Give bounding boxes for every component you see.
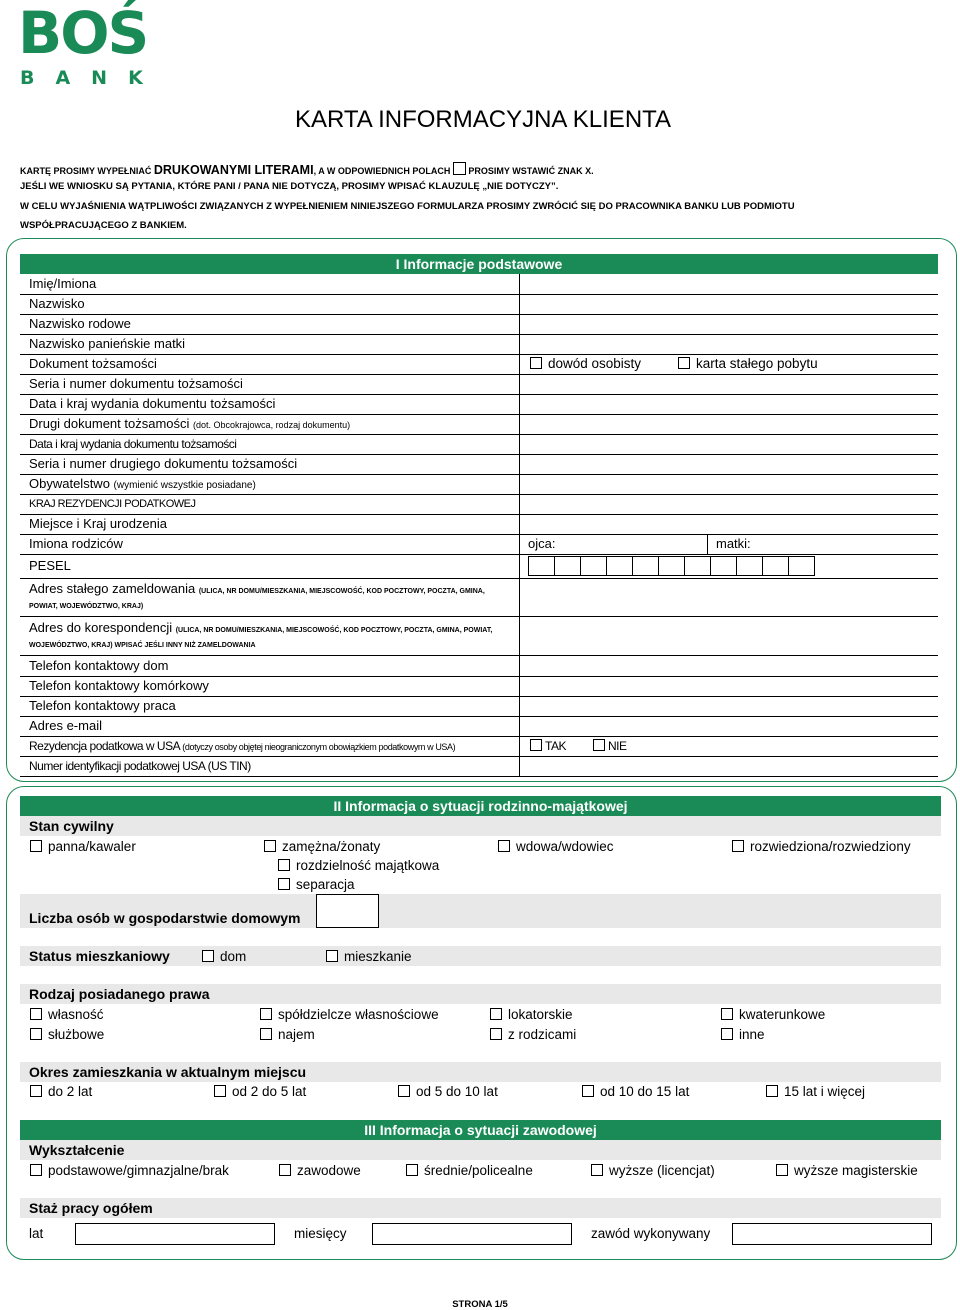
field-label: Telefon kontaktowy dom (29, 658, 169, 673)
field-adres-korespondencji[interactable] (20, 617, 938, 656)
option-najem[interactable] (260, 1027, 315, 1042)
field-data-kraj-2[interactable] (20, 434, 938, 455)
pesel-cell[interactable] (789, 556, 815, 576)
field-label-note: (wymienić wszystkie posiadane) (113, 480, 256, 491)
field-label: Data i kraj wydania dokumentu tożsamości (29, 396, 276, 411)
pesel-cell[interactable] (763, 556, 789, 576)
checkbox-tak[interactable] (530, 739, 542, 751)
wyk-band (20, 1140, 941, 1160)
option-inne[interactable] (721, 1027, 765, 1042)
checkbox-icon[interactable] (30, 1008, 42, 1020)
checkbox-icon[interactable] (498, 840, 510, 852)
stan-label: Stan cywilny (29, 818, 114, 834)
logo-subtext: BANK (20, 67, 164, 89)
option-mieszkanie[interactable] (326, 949, 412, 964)
option-5-10[interactable] (398, 1084, 498, 1099)
wyk-label: Wykształcenie (29, 1142, 125, 1158)
option-lokatorskie[interactable] (490, 1007, 573, 1022)
option-label: podstawowe/gimnazjalne/brak (48, 1163, 229, 1178)
field-label-main: Adres stałego zameldowania (29, 581, 196, 596)
option-podstawowe[interactable] (30, 1163, 229, 1178)
option-label: panna/kawaler (48, 839, 136, 854)
okres-label: Okres zamieszkania w aktualnym miejscu (29, 1064, 307, 1080)
option-label: własność (48, 1007, 104, 1022)
option-label: inne (739, 1027, 765, 1042)
checkbox-icon[interactable] (326, 950, 338, 962)
field-label: Seria i numer dokumentu tożsamości (29, 376, 243, 391)
option-tak[interactable] (530, 736, 566, 756)
checkbox-icon[interactable] (279, 1164, 291, 1176)
option-do-2[interactable] (30, 1084, 92, 1099)
pesel-cell[interactable] (659, 556, 685, 576)
option-label: lokatorskie (508, 1007, 573, 1022)
option-label: zamężna/żonaty (282, 839, 381, 854)
option-zawodowe[interactable] (279, 1163, 361, 1178)
instruction-line-4: WSPÓŁPRACUJĄCEGO Z BANKIEM. (20, 220, 187, 231)
option-2-5[interactable] (214, 1084, 306, 1099)
section-2-title: II Informacja o sytuacji rodzinno-majątkowej (20, 796, 941, 816)
checkbox-icon[interactable] (582, 1085, 594, 1097)
option-karta[interactable] (678, 354, 818, 374)
option-rozwiedziona[interactable] (732, 839, 911, 854)
section-1-title: I Informacje podstawowe (20, 254, 938, 274)
pesel-cell[interactable] (529, 556, 555, 576)
field-label (29, 474, 256, 496)
option-dom[interactable] (202, 949, 246, 964)
miesiecy-label: miesięcy (294, 1226, 347, 1241)
pesel-input[interactable] (528, 556, 815, 576)
checkbox-icon[interactable] (260, 1008, 272, 1020)
checkbox-icon[interactable] (776, 1164, 788, 1176)
field-label: Seria i numer drugiego dokumentu tożsamości (29, 456, 298, 471)
option-label: karta stałego pobytu (696, 356, 818, 371)
section-3-title: III Informacja o sytuacji zawodowej (20, 1120, 941, 1140)
lat-input[interactable] (75, 1223, 275, 1245)
checkbox-icon[interactable] (406, 1164, 418, 1176)
instruction-text: , A W ODPOWIEDNICH POLACH (313, 166, 453, 176)
option-srednie[interactable] (406, 1163, 533, 1178)
checkbox-icon[interactable] (721, 1028, 733, 1040)
checkbox-icon[interactable] (398, 1085, 410, 1097)
field-rezydencja-usa (20, 736, 938, 757)
instruction-line-1 (20, 162, 594, 177)
option-label: z rodzicami (508, 1027, 577, 1042)
field-label-main: Obywatelstwo (29, 476, 110, 491)
field-label: Imię/Imiona (29, 276, 97, 291)
status-label: Status mieszkaniowy (29, 948, 170, 964)
field-nazwisko-rodowe[interactable] (20, 314, 938, 335)
option-label: służbowe (48, 1027, 105, 1042)
staz-label: Staż pracy ogółem (29, 1200, 153, 1216)
checkbox-icon[interactable] (278, 878, 290, 890)
pesel-cell[interactable] (685, 556, 711, 576)
field-us-tin[interactable] (20, 756, 938, 777)
field-label: KRAJ REZYDENCJI PODATKOWEJ (29, 498, 196, 510)
pesel-cell[interactable] (555, 556, 581, 576)
checkbox-karta[interactable] (678, 357, 690, 369)
field-dokument (20, 354, 938, 375)
option-label: rozdzielność majątkowa (296, 858, 440, 873)
checkbox-dowod[interactable] (530, 357, 542, 369)
zawod-label: zawód wykonywany (591, 1226, 711, 1241)
checkbox-icon[interactable] (30, 1085, 42, 1097)
logo-text: BOŚ (18, 0, 148, 67)
field-label: Imiona rodziców (29, 536, 123, 551)
field-label: Numer identyfikacji podatkowej USA (US TIN) (29, 759, 251, 773)
checkbox-icon[interactable] (591, 1164, 603, 1176)
divider (707, 534, 708, 554)
option-wlasnosc[interactable] (30, 1007, 104, 1022)
prawo-label: Rodzaj posiadanego prawa (29, 986, 210, 1002)
instruction-text: PROSIMY WSTAWIĆ ZNAK X. (465, 166, 594, 176)
option-label: średnie/policealne (424, 1163, 533, 1178)
liczba-input[interactable] (316, 894, 379, 928)
field-obywatelstwo[interactable] (20, 474, 938, 495)
option-zamezna[interactable] (264, 839, 380, 854)
checkbox-icon[interactable] (732, 840, 744, 852)
field-telefon-dom[interactable] (20, 656, 938, 677)
liczba-label: Liczba osób w gospodarstwie domowym (29, 910, 301, 926)
option-15-plus[interactable] (766, 1084, 865, 1099)
option-label: do 2 lat (48, 1084, 93, 1099)
checkbox-icon[interactable] (278, 859, 290, 871)
option-nie[interactable] (593, 736, 627, 756)
option-sluzbowe[interactable] (30, 1027, 104, 1042)
stan-band (20, 816, 941, 836)
pesel-cell[interactable] (633, 556, 659, 576)
field-label: Nazwisko panieńskie matki (29, 336, 186, 351)
option-label: wyższe (licencjat) (609, 1163, 715, 1178)
field-label-main: Adres do korespondencji (29, 620, 173, 635)
field-email[interactable] (20, 716, 938, 737)
option-licencjat[interactable] (591, 1163, 715, 1178)
field-label: Telefon kontaktowy praca (29, 698, 176, 713)
option-label: rozwiedziona/rozwiedziony (750, 839, 911, 854)
option-wdowa[interactable] (498, 839, 614, 854)
checkbox-icon[interactable] (30, 840, 42, 852)
field-label-main: Drugi dokument tożsamości (29, 416, 190, 431)
field-label (29, 736, 455, 757)
instruction-emphasis: DRUKOWANYMI LITERAMI (153, 163, 314, 177)
field-label: Dokument tożsamości (29, 356, 157, 371)
option-label: TAK (545, 739, 566, 753)
option-spoldzielcze[interactable] (260, 1007, 439, 1022)
pesel-cell[interactable] (737, 556, 763, 576)
staz-band (20, 1198, 941, 1218)
field-imie[interactable] (20, 274, 938, 295)
option-rozdzielnosc[interactable] (278, 858, 439, 873)
field-label: Data i kraj wydania dokumentu tożsamości (29, 437, 237, 451)
field-matki-label: matki: (716, 536, 751, 551)
field-adres-zameldowania[interactable] (20, 578, 938, 617)
checkbox-icon[interactable] (30, 1164, 42, 1176)
checkbox-icon[interactable] (721, 1008, 733, 1020)
instruction-line-2: JEŚLI WE WNIOSKU SĄ PYTANIA, KTÓRE PANI / PANA NIE DOTYCZĄ, PROSIMY WPISAĆ KLAUZULĘ „NIE DOTYCZY”. (20, 181, 559, 192)
option-10-15[interactable] (582, 1084, 689, 1099)
miesiecy-input[interactable] (372, 1223, 572, 1245)
option-kwaterunkowe[interactable] (721, 1007, 825, 1022)
pesel-cell[interactable] (711, 556, 737, 576)
option-label: separacja (296, 877, 355, 892)
pesel-cell[interactable] (581, 556, 607, 576)
option-label: od 2 do 5 lat (232, 1084, 307, 1099)
checkbox-icon[interactable] (490, 1028, 502, 1040)
field-label-main: Rezydencja podatkowa w USA (29, 739, 180, 753)
page-title: KARTA INFORMACYJNA KLIENTA (294, 106, 672, 133)
field-label: PESEL (29, 558, 71, 573)
field-drugi-dokument[interactable] (20, 414, 938, 435)
field-label-note: (ULICA, NR DOMU/MIESZKANIA, MIEJSCOWOŚĆ, KOD POCZTOWY, POCZTA, GMINA, (198, 588, 485, 595)
field-imiona-rodzicow (20, 534, 938, 555)
option-label: zawodowe (297, 1163, 361, 1178)
instruction-line-3: W CELU WYJAŚNIENIA WĄTPLIWOŚCI ZWIĄZANYCH Z WYPEŁNIENIEM NINIEJSZEGO FORMULARZA PROSIMY ZWRÓCIĆ SIĘ DO PRACOWNIKA BANKU LUB PODMIOTU (20, 201, 795, 212)
checkbox-icon[interactable] (202, 950, 214, 962)
field-seria-numer-2[interactable] (20, 454, 938, 475)
zawod-input[interactable] (732, 1223, 932, 1245)
option-label: dowód osobisty (548, 356, 642, 371)
checkbox-icon[interactable] (260, 1028, 272, 1040)
checkbox-icon[interactable] (490, 1008, 502, 1020)
field-label-note: (ULICA, NR DOMU/MIESZKANIA, MIEJSCOWOŚĆ, KOD POCZTOWY, POCZTA, GMINA, POWIAT, (175, 627, 493, 634)
option-magisterskie[interactable] (776, 1163, 918, 1178)
field-nazwisko[interactable] (20, 294, 938, 315)
field-kraj-rezydencji[interactable] (20, 494, 938, 515)
field-label: Nazwisko rodowe (29, 316, 131, 331)
field-data-kraj[interactable] (20, 394, 938, 415)
option-z-rodzicami[interactable] (490, 1027, 576, 1042)
option-label: kwaterunkowe (739, 1007, 826, 1022)
pesel-cell[interactable] (607, 556, 633, 576)
field-seria-numer[interactable] (20, 374, 938, 395)
checkbox-icon[interactable] (214, 1085, 226, 1097)
field-label: Telefon kontaktowy komórkowy (29, 678, 209, 693)
field-pesel (20, 554, 938, 579)
field-telefon-komorkowy[interactable] (20, 676, 938, 697)
option-label: wyższe magisterskie (794, 1163, 918, 1178)
field-label-note: WOJEWÓDZTWO, KRAJ) WPISAĆ JEŚLI INNY NIŻ ZAMELDOWANIA (29, 642, 256, 649)
page-number: STRONA 1/5 (452, 1299, 508, 1310)
checkbox-icon[interactable] (766, 1085, 778, 1097)
field-ojca-label: ojca: (528, 536, 556, 551)
lat-label: lat (29, 1226, 44, 1241)
field-label-note: POWIAT, WOJEWÓDZTWO, KRAJ) (29, 603, 144, 610)
field-label-note: (dotyczy osoby objętej nieograniczonym obowiązkiem podatkowym w USA) (182, 742, 456, 752)
option-label: dom (220, 949, 247, 964)
option-separacja[interactable] (278, 877, 355, 892)
field-nazwisko-matki[interactable] (20, 334, 938, 355)
option-panna[interactable] (30, 839, 136, 854)
option-label: NIE (608, 739, 627, 753)
checkbox-icon[interactable] (264, 840, 276, 852)
option-label: spółdzielcze własnościowe (278, 1007, 439, 1022)
instruction-text: KARTĘ PROSIMY WYPEŁNIAĆ (20, 166, 154, 176)
option-label: wdowa/wdowiec (516, 839, 614, 854)
field-telefon-praca[interactable] (20, 696, 938, 717)
field-miejsce-urodzenia[interactable] (20, 514, 938, 535)
field-label: Nazwisko (29, 296, 85, 311)
option-label: najem (278, 1027, 315, 1042)
field-label: Miejsce i Kraj urodzenia (29, 516, 168, 531)
checkbox-sample-icon (453, 162, 466, 175)
option-label: 15 lat i więcej (784, 1084, 866, 1099)
option-label: od 5 do 10 lat (416, 1084, 498, 1099)
field-label-note: (dot. Obcokrajowca, rodzaj dokumentu) (193, 420, 351, 430)
option-dowod[interactable] (530, 354, 641, 374)
field-label (29, 414, 350, 435)
checkbox-icon[interactable] (30, 1028, 42, 1040)
option-label: od 10 do 15 lat (600, 1084, 690, 1099)
checkbox-nie[interactable] (593, 739, 605, 751)
option-label: mieszkanie (344, 949, 412, 964)
field-label: Adres e-mail (29, 718, 102, 733)
section-2-frame (6, 786, 957, 1260)
